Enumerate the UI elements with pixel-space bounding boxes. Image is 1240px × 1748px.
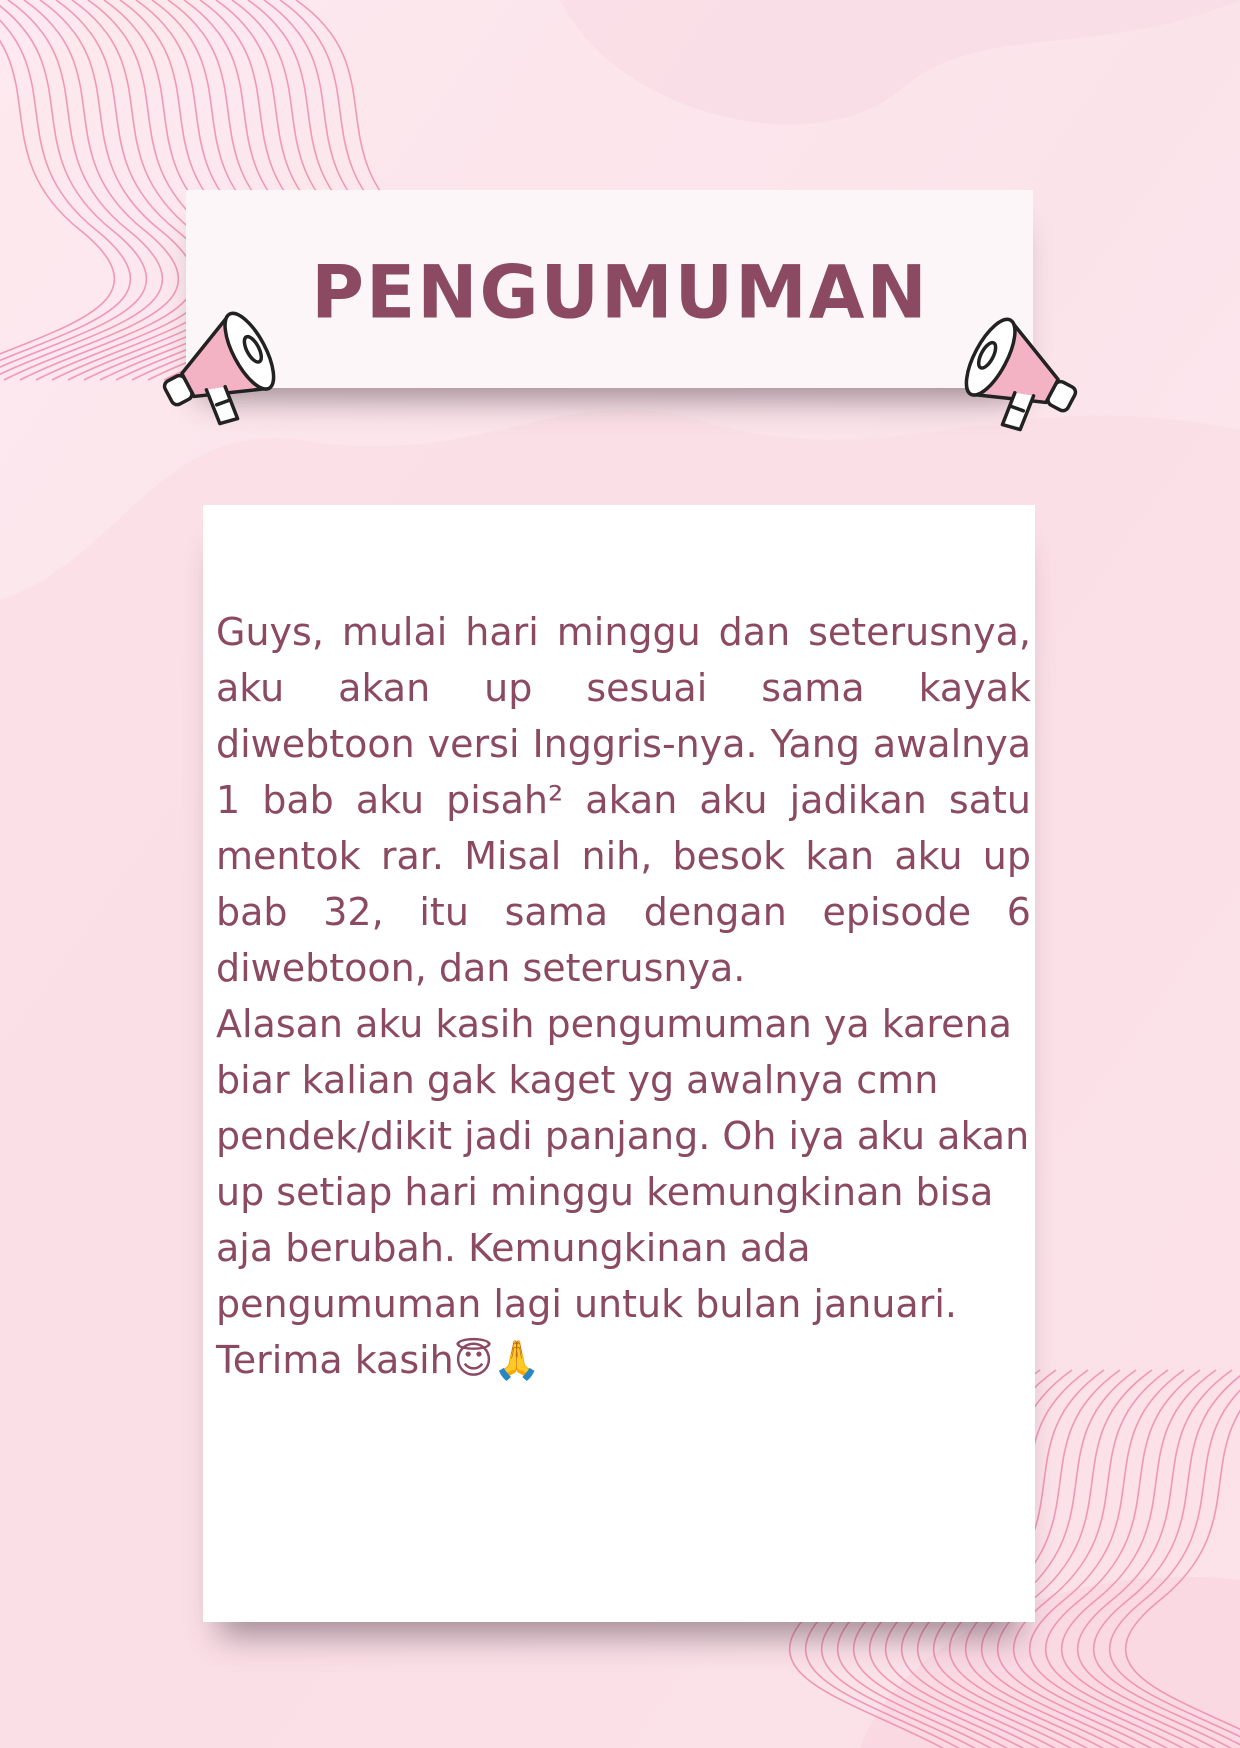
paragraph-2-text: Alasan aku kasih pengumuman ya karena biar kalian gak kaget yg awalnya cmn pendek/dikit jadi panjang. Oh iya aku akan up setiap hari minggu kemungkinan bisa aja berubah. Kemungkinan ada pengumuman lagi untuk bulan januari. Terima kasih bbox=[216, 1002, 1030, 1382]
paragraph-2 bbox=[216, 996, 1031, 1388]
megaphone-icon-left bbox=[142, 290, 292, 440]
page-title: PENGUMUMAN bbox=[311, 249, 929, 335]
paragraph-1: Guys, mulai hari minggu dan seterusnya, aku akan up sesuai sama kayak diwebtoon versi Inggris-nya. Yang awalnya 1 bab aku pisah² akan aku jadikan satu mentok rar. Misal nih, besok kan aku up bab 32, itu sama dengan episode 6 diwebtoon, dan seterusnya. bbox=[216, 610, 1031, 990]
announcement-body bbox=[216, 604, 1031, 1388]
emoji-halo-folded-hands: 😇🙏 bbox=[453, 1338, 541, 1382]
megaphone-icon-right bbox=[948, 296, 1098, 446]
